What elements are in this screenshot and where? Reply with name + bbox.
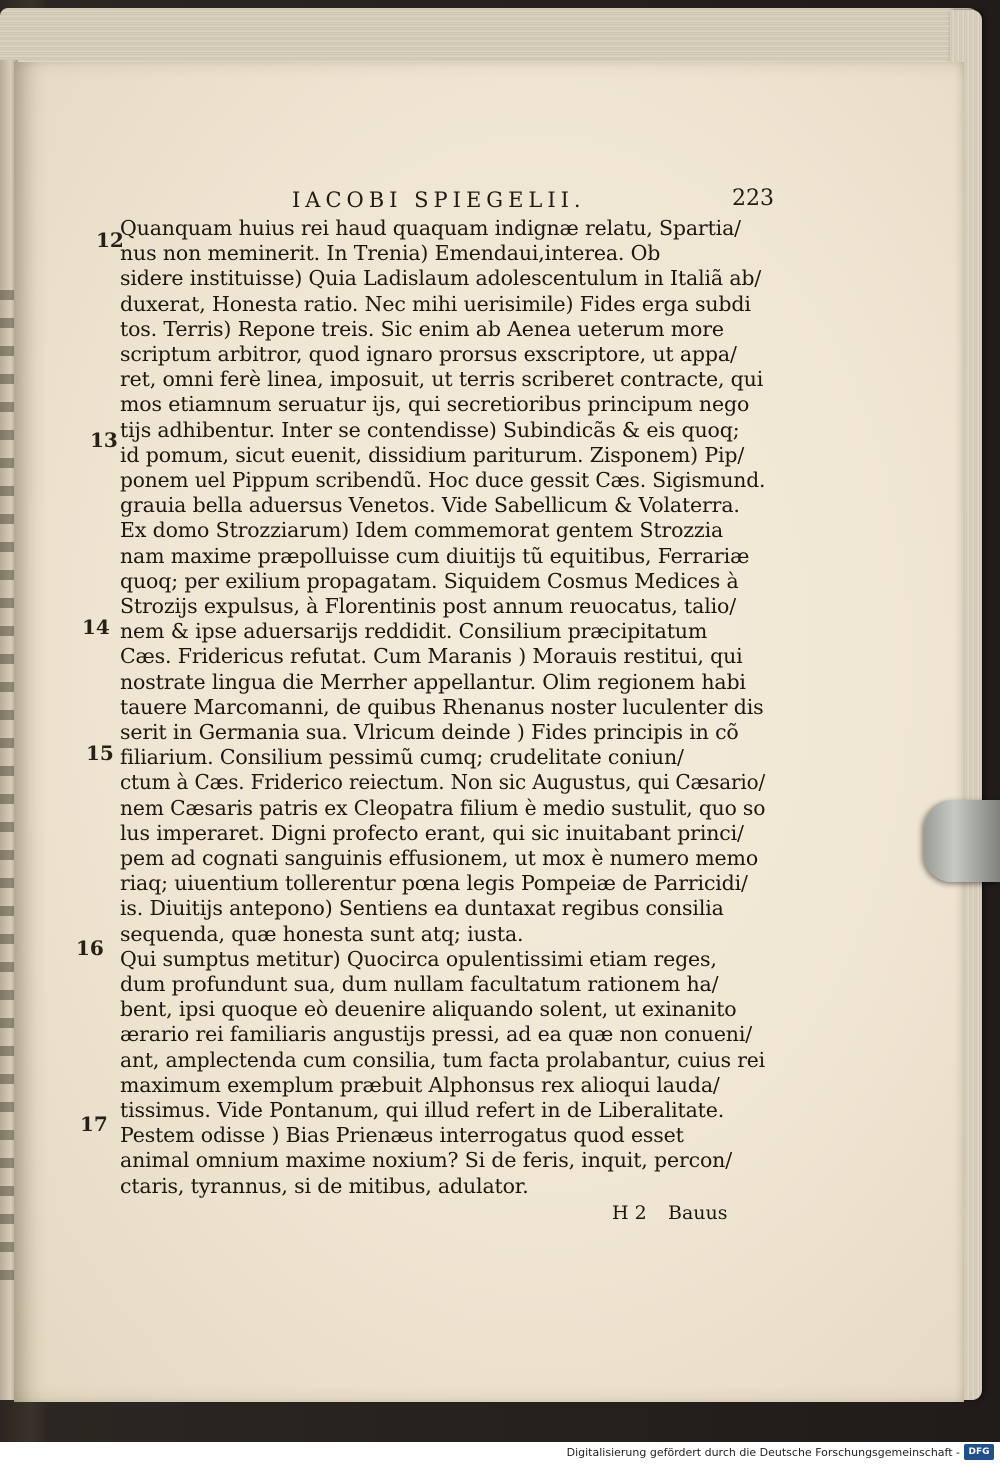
text-line: Pestem odisse ) Bias Prienæus interrogatus quod esset: [120, 1123, 684, 1148]
page-number: 223: [732, 186, 774, 211]
text-line: tijs adhibentur. Inter se contendisse) Subindicãs & eis quoq;: [120, 417, 740, 442]
text-line: riaq; uiuentium tollerentur pœna legis Pompeiæ de Parricidi/: [120, 871, 748, 896]
running-head: IACOBI SPIEGELII.: [292, 188, 586, 212]
text-line: Qui sumptus metitur) Quocirca opulentissimi etiam reges,: [120, 946, 717, 971]
signature-mark: H 2: [612, 1202, 647, 1224]
text-line: ponem uel Pippum scribendũ. Hoc duce gessit Cæs. Sigismund.: [120, 468, 766, 492]
text-line: grauia bella aduersus Venetos. Vide Sabellicum & Volaterra.: [120, 493, 740, 518]
text-line: Ex domo Strozziarum) Idem commemorat gentem Strozzia: [120, 518, 724, 543]
text-line: animal omnium maxime noxium? Si de feris, inquit, percon/: [120, 1148, 732, 1173]
page-clip: [924, 800, 1000, 882]
text-line: sidere instituisse) Quia Ladislaum adolescentulum in Italiã ab/: [120, 266, 762, 291]
text-line: ctum à Cæs. Friderico reiectum. Non sic Augustus, qui Cæsario/: [120, 770, 766, 795]
text-line: tauere Marcomanni, de quibus Rhenanus noster luculenter dis: [120, 694, 764, 719]
text-line: sequenda, quæ honesta sunt atq; iusta.: [120, 921, 524, 946]
text-line: duxerat, Honesta ratio. Nec mihi uerisimile) Fides erga subdi: [120, 291, 751, 316]
text-line: id pomum, sicut euenit, dissidium pariturum. Zisponem) Pip/: [120, 442, 745, 467]
text-line: ærario rei familiaris angustijs pressi, ad ea quæ non conueni/: [120, 1022, 753, 1047]
text-line: dum profundunt sua, dum nullam facultatum rationem ha/: [120, 972, 719, 996]
text-line: nus non meminerit. In Trenia) Emendaui,interea. Ob: [120, 241, 661, 266]
margin-number: 13: [90, 428, 118, 452]
text-line: is. Diuitijs antepono) Sentiens ea duntaxat regibus consilia: [120, 896, 724, 921]
text-line: pem ad cognati sanguinis effusionem, ut mox è numero memo: [120, 846, 759, 870]
margin-number: 17: [80, 1112, 108, 1136]
text-line: Quanquam huius rei haud quaquam indignæ relatu, Spartia/: [120, 216, 741, 240]
text-line: tissimus. Vide Pontanum, qui illud refert in de Liberalitate.: [120, 1098, 725, 1122]
text-line: ret, omni ferè linea, imposuit, ut terris scriberet contracte, qui: [120, 367, 764, 392]
text-line: scriptum arbitror, quod ignaro prorsus exscriptore, ut appa/: [120, 342, 737, 366]
text-line: filiarium. Consilium pessimũ cumq; crudelitate coniun/: [120, 745, 684, 770]
margin-number: 16: [76, 936, 104, 960]
page-edges-top: [0, 8, 980, 66]
text-line: tos. Terris) Repone treis. Sic enim ab Aenea ueterum more: [120, 316, 724, 341]
text-line: ctaris, tyrannus, si de mitibus, adulator.: [120, 1173, 529, 1198]
text-line: quoq; per exilium propagatam. Siquidem Cosmus Medices à: [120, 568, 739, 593]
text-line: bent, ipsi quoque eò deuenire aliquando solent, ut exinanito: [120, 997, 737, 1022]
text-line: nam maxime præpolluisse cum diuitijs tũ equitibus, Ferrariæ: [120, 543, 750, 568]
catchword: Bauus: [668, 1202, 728, 1224]
text-line: serit in Germania sua. Vlricum deinde ) Fides principis in cõ: [120, 720, 739, 744]
text-line: Strozijs expulsus, à Florentinis post annum reuocatus, talio/: [120, 594, 736, 618]
text-line: maximum exemplum præbuit Alphonsus rex alioqui lauda/: [120, 1072, 720, 1097]
margin-number: 14: [82, 615, 110, 639]
text-line: ant, amplectenda cum consilia, tum facta prolabantur, cuius rei: [120, 1047, 766, 1072]
text-line: nostrate lingua die Merrher appellantur. Olim regionem habi: [120, 669, 746, 694]
margin-number: 15: [86, 741, 114, 765]
text-line: nem & ipse aduersarijs reddidit. Consilium præcipitatum: [120, 619, 708, 644]
text-line: nem Cæsaris patris ex Cleopatra filium è medio sustulit, quo so: [120, 795, 766, 820]
dfg-logo: DFG: [964, 1444, 994, 1460]
margin-number: 12: [96, 228, 124, 252]
text-line: Cæs. Fridericus refutat. Cum Maranis ) Morauis restitui, qui: [120, 644, 743, 669]
text-line: lus imperaret. Digni profecto erant, qui sic inuitabant princi/: [120, 820, 744, 845]
text-line: mos etiamnum seruatur ijs, qui secretioribus principum nego: [120, 392, 750, 417]
credit-text: Digitalisierung gefördert durch die Deutsche Forschungsgemeinschaft -: [566, 1446, 960, 1459]
